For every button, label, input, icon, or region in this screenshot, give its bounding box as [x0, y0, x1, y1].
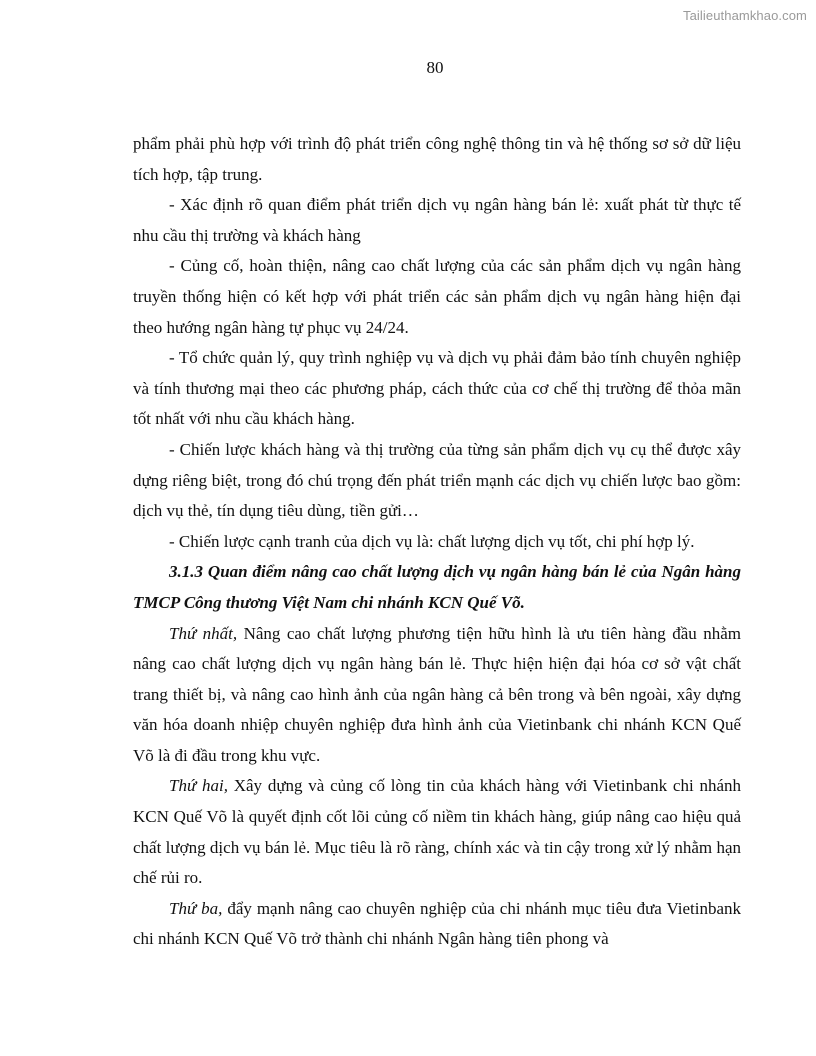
point-third: [133, 894, 741, 955]
point-first-text: Nâng cao chất lượng phương tiện hữu hình là ưu tiên hàng đầu nhằm nâng cao chất lượng dịch vụ ngân hàng bán lẻ. Thực hiện hiện đại hóa cơ sở vật chất trang thiết bị, và nâng cao hình ảnh của ngân hàng cả bên trong và bên ngoài, xây dựng văn hóa doanh nhiệp chuyên nghiệp đưa hình ảnh của Vietinbank chi nhánh KCN Quế Võ là đi đầu trong khu vực.: [133, 623, 742, 765]
bullet-paragraph: - Chiến lược khách hàng và thị trường của từng sản phẩm dịch vụ cụ thể được xây dựng riêng biệt, trong đó chú trọng đến phát triển mạnh các dịch vụ chiến lược bao gồm: dịch vụ thẻ, tín dụng tiêu dùng, tiền gửi…: [133, 439, 741, 521]
point-second: [133, 771, 741, 893]
bullet-paragraph: - Xác định rõ quan điểm phát triển dịch vụ ngân hàng bán lẻ: xuất phát từ thực tế nhu cầu thị trường và khách hàng: [133, 195, 741, 245]
point-first: [133, 619, 741, 772]
point-second-text: Xây dựng và củng cố lòng tin của khách hàng với Vietinbank chi nhánh KCN Quế Võ là quyết định cốt lõi củng cố niềm tin khách hàng, giúp nâng cao hiệu quả chất lượng dịch vụ bán lẻ. Mục tiêu là rõ ràng, chính xác và tin cậy trong xử lý nhằm hạn chế rủi ro.: [133, 776, 741, 888]
bullet-paragraph: - Tổ chức quản lý, quy trình nghiệp vụ và dịch vụ phải đảm bảo tính chuyên nghiệp và tính thương mại theo các phương pháp, cách thức của cơ chế thị trường để thỏa mãn tốt nhất với nhu cầu khách hàng.: [133, 348, 741, 429]
watermark: Tailieuthamkhao.com: [682, 8, 807, 23]
document-body: [133, 129, 741, 955]
point-third-lead: Thứ ba,: [169, 898, 223, 918]
paragraph: phẩm phải phù hợp với trình độ phát triển công nghệ thông tin và hệ thống sơ sở dữ liệu tích hợp, tập trung.: [133, 134, 741, 184]
page-number: 80: [426, 58, 444, 77]
bullet-paragraph: - Chiến lược cạnh tranh của dịch vụ là: chất lượng dịch vụ tốt, chi phí hợp lý.: [169, 531, 695, 551]
bullet-paragraph: - Củng cố, hoàn thiện, nâng cao chất lượng của các sản phẩm dịch vụ ngân hàng truyền thống hiện có kết hợp với phát triển các sản phẩm dịch vụ ngân hàng hiện đại theo hướng ngân hàng tự phục vụ 24/24.: [133, 256, 741, 337]
point-second-lead: Thứ hai,: [169, 776, 228, 796]
point-third-text: đẩy mạnh nâng cao chuyên nghiệp của chi nhánh mục tiêu đưa Vietinbank chi nhánh KCN Quế Võ trở thành chi nhánh Ngân hàng tiên phong và: [133, 898, 741, 949]
point-first-lead: Thứ nhất,: [169, 623, 238, 643]
section-heading: 3.1.3 Quan điểm nâng cao chất lượng dịch vụ ngân hàng bán lẻ của Ngân hàng TMCP Công thương Việt Nam chi nhánh KCN Quế Võ.: [133, 562, 741, 612]
